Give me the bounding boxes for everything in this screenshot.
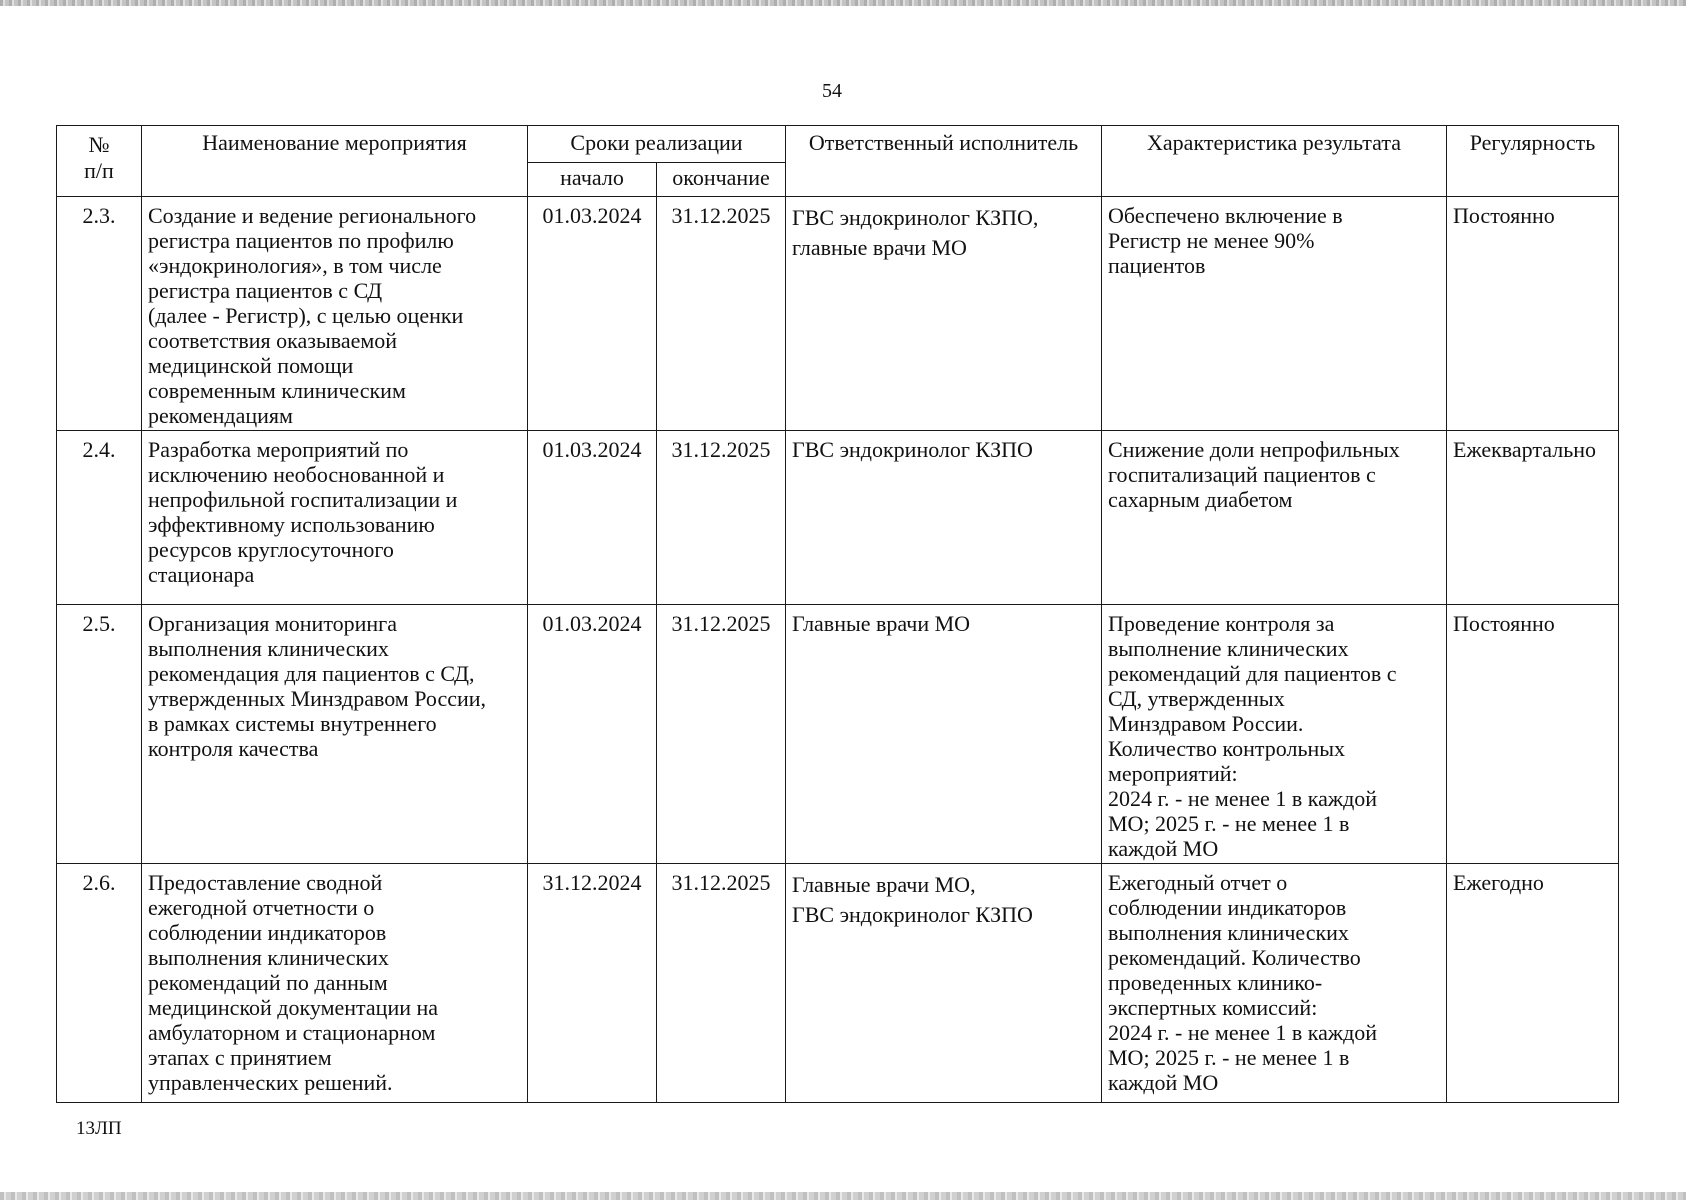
- table-row: [57, 605, 1619, 864]
- row-start: 01.03.2024: [528, 605, 657, 864]
- row-end: 31.12.2025: [657, 431, 786, 605]
- row-regularity: Ежегодно: [1447, 864, 1619, 1103]
- row-responsible: Главные врачи МО: [786, 605, 1102, 864]
- header-regularity: Регулярность: [1447, 126, 1619, 197]
- row-num: 2.5.: [57, 605, 142, 864]
- row-result: Проведение контроля за выполнение клинических рекомендаций для пациентов с СД, утвержденных Минздравом России. Количество контрольных мероприятий: 2024 г. - не менее 1 в каждой МО; 2025 г. - не менее 1 в каждой МО: [1102, 605, 1447, 864]
- header-result: Характеристика результата: [1102, 126, 1447, 197]
- row-start: 01.03.2024: [528, 431, 657, 605]
- scan-edge-top: [0, 0, 1686, 6]
- table-header-row: [57, 126, 1619, 163]
- row-end: 31.12.2025: [657, 864, 786, 1103]
- header-end: окончание: [657, 163, 786, 197]
- scan-edge-bottom: [0, 1192, 1686, 1200]
- header-start: начало: [528, 163, 657, 197]
- row-responsible: ГВС эндокринолог КЗПО: [786, 431, 1102, 605]
- header-name: Наименование мероприятия: [142, 126, 528, 197]
- row-end: 31.12.2025: [657, 197, 786, 431]
- table-row: [57, 197, 1619, 431]
- row-num: 2.3.: [57, 197, 142, 431]
- row-regularity: Постоянно: [1447, 197, 1619, 431]
- measures-table: [56, 125, 1619, 1103]
- row-regularity: Ежеквартально: [1447, 431, 1619, 605]
- row-name: Предоставление сводной ежегодной отчетности о соблюдении индикаторов выполнения клинических рекомендаций по данным медицинской документации на амбулаторном и стационарном этапах с принятием управленческих решений.: [142, 864, 528, 1103]
- row-name: Создание и ведение регионального регистра пациентов по профилю «эндокринология», в том числе регистра пациентов с СД (далее - Регистр), с целью оценки соответствия оказываемой медицинской помощи современным клиническим рекомендациям: [142, 197, 528, 431]
- page-number: 54: [822, 80, 842, 102]
- row-start: 01.03.2024: [528, 197, 657, 431]
- row-num: 2.6.: [57, 864, 142, 1103]
- row-start: 31.12.2024: [528, 864, 657, 1103]
- row-name: Разработка мероприятий по исключению необоснованной и непрофильной госпитализации и эффективному использованию ресурсов круглосуточного стационара: [142, 431, 528, 605]
- footer-code: 13ЛП: [76, 1118, 122, 1139]
- row-result: Снижение доли непрофильных госпитализаций пациентов с сахарным диабетом: [1102, 431, 1447, 605]
- header-terms: Сроки реализации: [528, 126, 786, 163]
- row-responsible: Главные врачи МО, ГВС эндокринолог КЗПО: [786, 864, 1102, 1103]
- row-responsible: ГВС эндокринолог КЗПО, главные врачи МО: [786, 197, 1102, 431]
- row-result: Ежегодный отчет о соблюдении индикаторов выполнения клинических рекомендаций. Количество проведенных клинико- экспертных комиссий: 2024 г. - не менее 1 в каждой МО; 2025 г. - не менее 1 в каждой МО: [1102, 864, 1447, 1103]
- table-row: [57, 431, 1619, 605]
- row-end: 31.12.2025: [657, 605, 786, 864]
- row-num: 2.4.: [57, 431, 142, 605]
- row-regularity: Постоянно: [1447, 605, 1619, 864]
- row-result: Обеспечено включение в Регистр не менее 90% пациентов: [1102, 197, 1447, 431]
- header-num: № п/п: [57, 126, 142, 197]
- table-row: [57, 864, 1619, 1103]
- header-responsible: Ответственный исполнитель: [786, 126, 1102, 197]
- row-name: Организация мониторинга выполнения клинических рекомендация для пациентов с СД, утвержденных Минздравом России, в рамках системы внутреннего контроля качества: [142, 605, 528, 864]
